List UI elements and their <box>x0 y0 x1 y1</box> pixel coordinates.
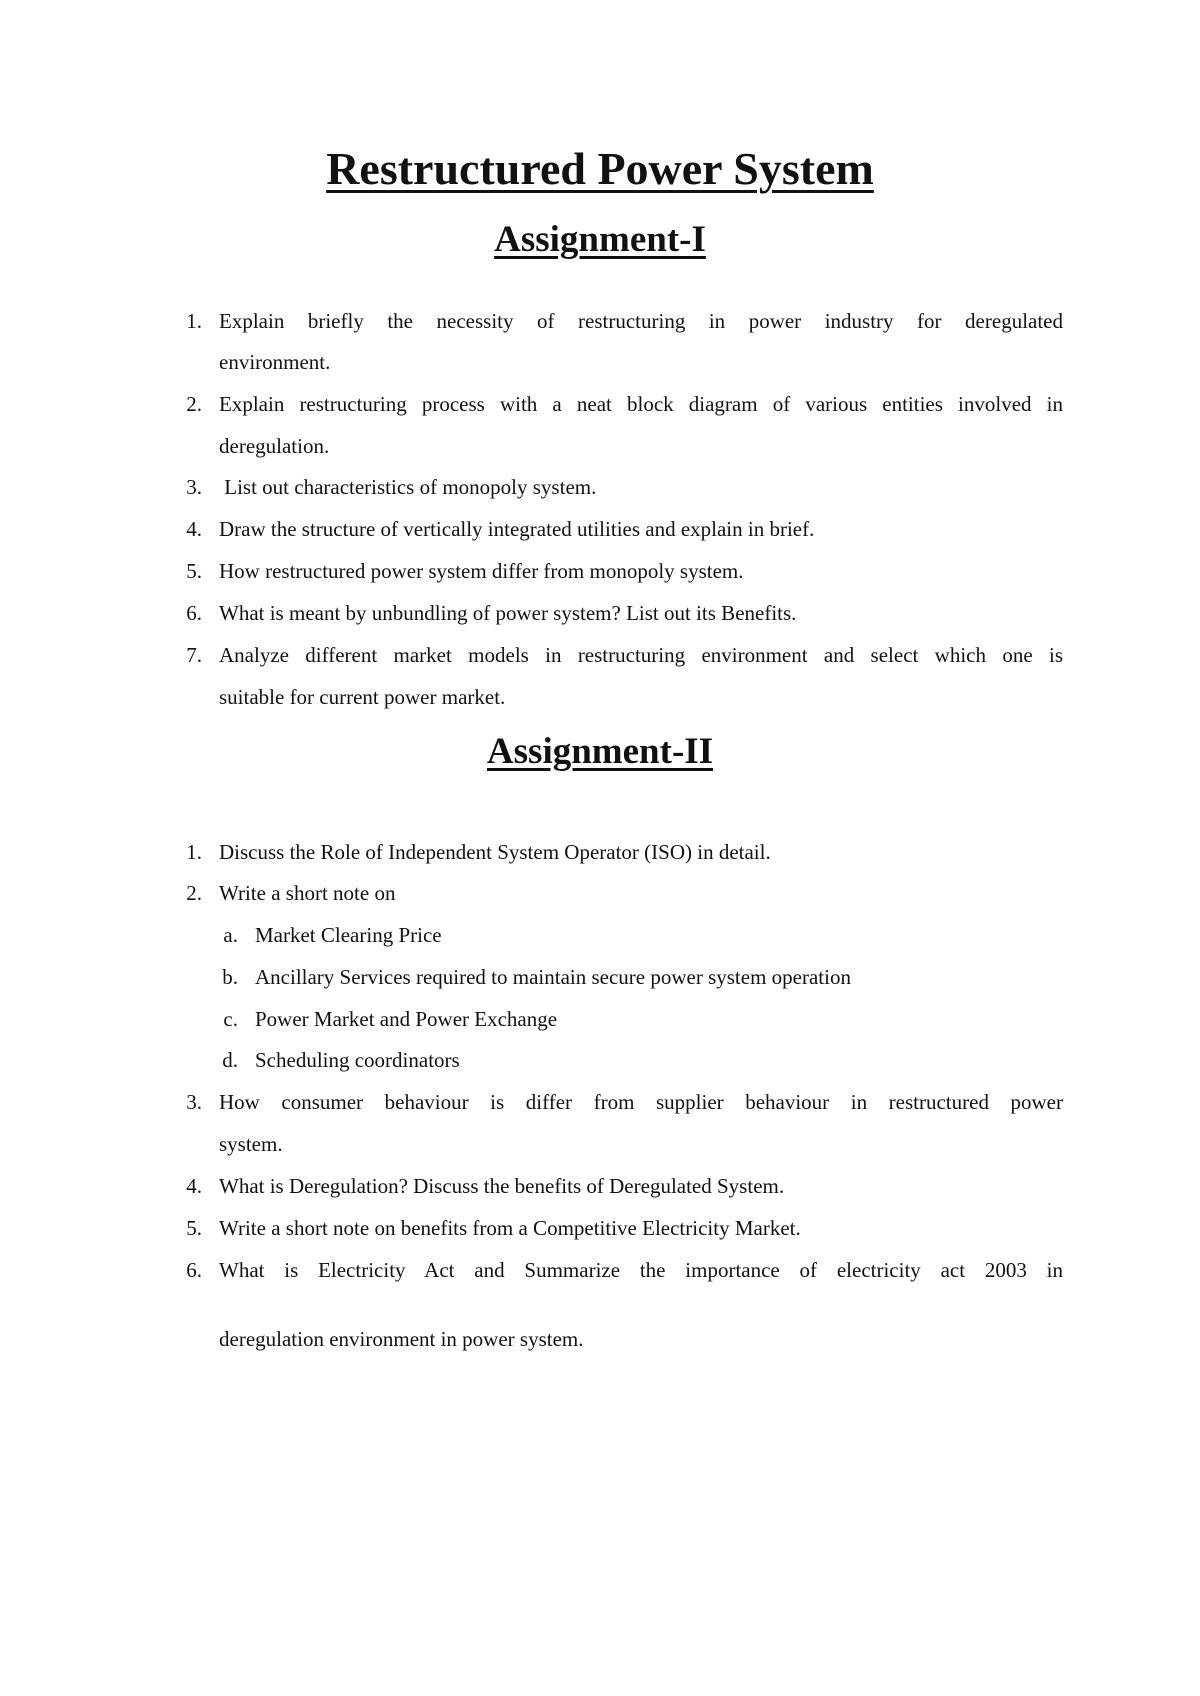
item-number: 4. <box>186 517 202 541</box>
item-number: 6. <box>186 1258 202 1282</box>
item-text: Explain briefly the necessity of restructuring in power industry for deregulated <box>219 309 1063 333</box>
item-number: 5. <box>186 1216 202 1240</box>
item-number: 2. <box>186 881 202 905</box>
item-text: How consumer behaviour is differ from supplier behaviour in restructured power <box>219 1090 1063 1114</box>
item-text: environment. <box>219 350 331 374</box>
item-number: 4. <box>186 1174 202 1198</box>
item-text: Analyze different market models in restructuring environment and select which one is <box>219 643 1063 667</box>
sub-item-letter: c. <box>223 1007 238 1031</box>
item-text: Write a short note on benefits from a Competitive Electricity Market. <box>219 1216 801 1240</box>
sub-item-letter: b. <box>222 965 238 989</box>
sub-item-letter: d. <box>222 1048 238 1072</box>
item-number: 2. <box>186 392 202 416</box>
item-text: Write a short note on <box>219 881 396 905</box>
assignment-2-heading: Assignment-II <box>486 731 714 772</box>
item-number: 1. <box>186 840 202 864</box>
sub-item-text: Scheduling coordinators <box>255 1048 460 1072</box>
item-number: 6. <box>186 601 202 625</box>
item-text: Draw the structure of vertically integrated utilities and explain in brief. <box>219 517 815 541</box>
item-number: 3. <box>186 475 202 499</box>
sub-item-text: Ancillary Services required to maintain secure power system operation <box>255 965 851 989</box>
item-number: 3. <box>186 1090 202 1114</box>
item-text: What is Deregulation? Discuss the benefits of Deregulated System. <box>219 1174 785 1198</box>
document-title: Restructured Power System <box>326 143 874 194</box>
sub-item-text: Market Clearing Price <box>255 923 442 947</box>
item-text: Explain restructuring process with a neat block diagram of various entities involved in <box>219 392 1063 416</box>
item-text: deregulation environment in power system. <box>219 1327 584 1351</box>
item-number: 5. <box>186 559 202 583</box>
item-text: What is Electricity Act and Summarize the importance of electricity act 2003 in <box>219 1258 1063 1282</box>
item-text: suitable for current power market. <box>219 685 506 709</box>
item-number: 7. <box>186 643 202 667</box>
assignment-1-heading: Assignment-I <box>494 219 706 260</box>
sub-item-letter: a. <box>223 923 238 947</box>
item-text: What is meant by unbundling of power system? List out its Benefits. <box>219 601 797 625</box>
item-text: deregulation. <box>219 434 330 458</box>
item-text: How restructured power system differ from monopoly system. <box>219 559 744 583</box>
sub-item-text: Power Market and Power Exchange <box>255 1007 558 1031</box>
item-text: system. <box>219 1132 283 1156</box>
item-text: List out characteristics of monopoly system. <box>219 475 597 499</box>
item-number: 1. <box>186 309 202 333</box>
item-text: Discuss the Role of Independent System Operator (ISO) in detail. <box>219 840 771 864</box>
